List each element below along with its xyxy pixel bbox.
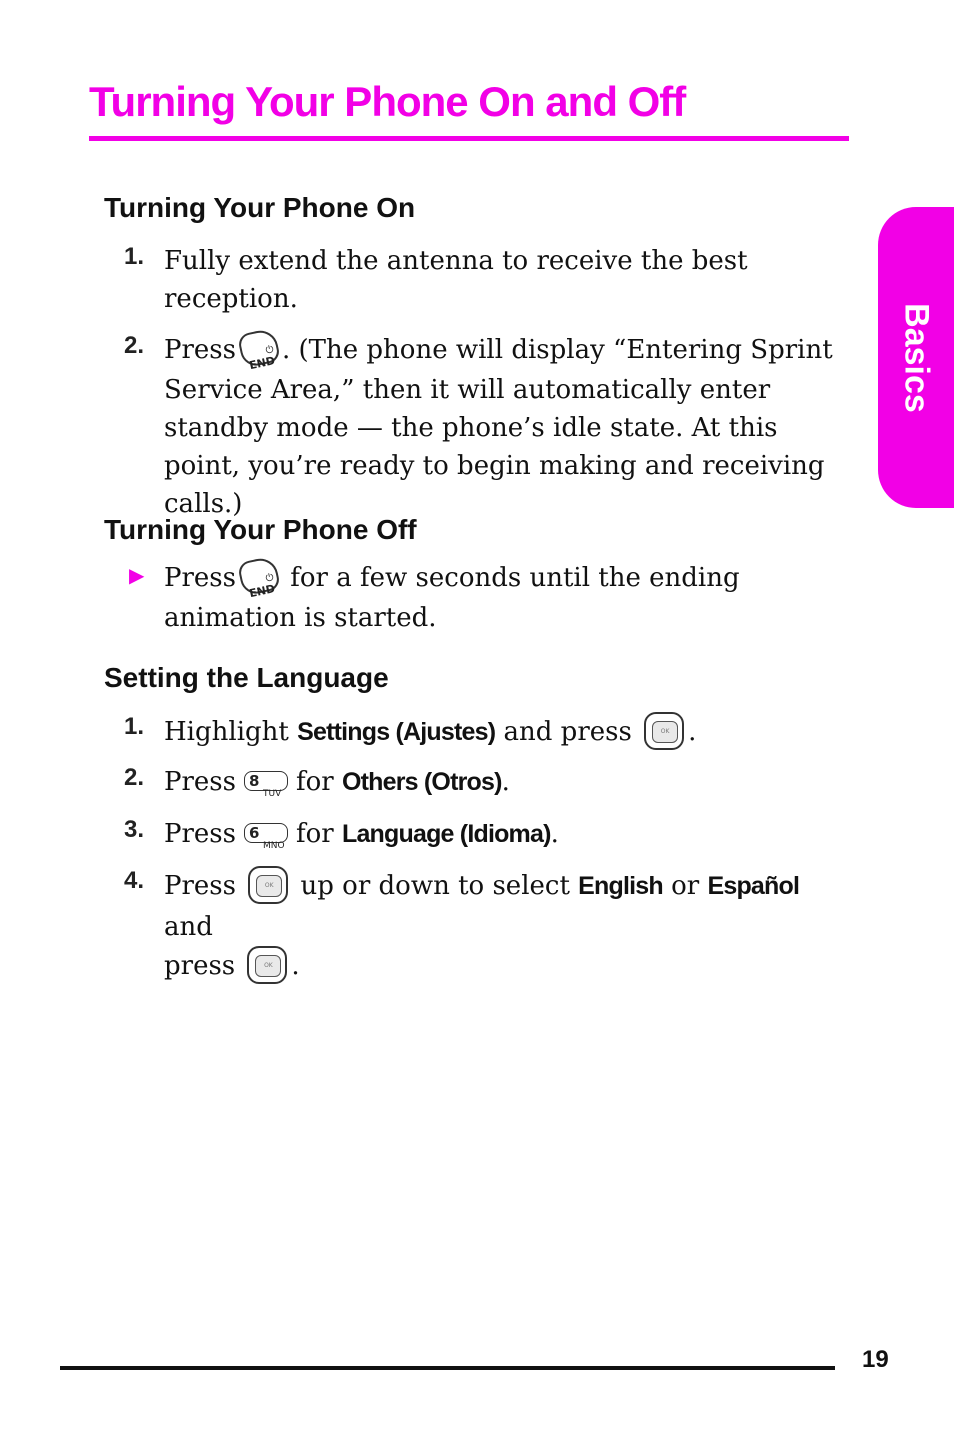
- step-lang-4: [124, 866, 850, 988]
- step-text-before: Press: [164, 563, 236, 593]
- step-text-after: for a few seconds until the ending animation is started.: [164, 563, 740, 633]
- section-heading-language: Setting the Language: [104, 662, 389, 693]
- end-key-label: END: [248, 582, 277, 601]
- step-number: 2.: [124, 332, 145, 359]
- page-number: 19: [862, 1346, 889, 1373]
- step-text-mid: up or down to select: [300, 871, 570, 901]
- key-digit: 6: [249, 824, 260, 842]
- step-text-mid: for: [296, 819, 334, 849]
- step-lang-1: [124, 712, 850, 754]
- bullet-arrow-icon: ▶: [129, 563, 145, 587]
- step-text-before: Press: [164, 335, 236, 365]
- step-text-and: and: [164, 912, 213, 942]
- menu-item-others: Others (Otros): [341, 768, 502, 796]
- step-number: 4.: [124, 867, 145, 894]
- step-text-after: and press: [503, 717, 632, 747]
- step-text-mid: for: [296, 767, 334, 797]
- step-text: Press 6 MNO for Language (Idioma).: [164, 815, 850, 853]
- nav-key-icon: [248, 866, 288, 904]
- step-text: [164, 559, 850, 637]
- step-text: Fully extend the antenna to receive the best reception.: [164, 246, 748, 314]
- ok-key-icon: [644, 712, 684, 750]
- step-text-before: Highlight: [164, 717, 289, 747]
- step-text: Press OK up or down to select English or Español and press OK .: [164, 866, 850, 988]
- step-on-2: [124, 331, 850, 523]
- power-icon: ⏻: [264, 572, 275, 585]
- section-heading-off: Turning Your Phone Off: [104, 514, 417, 545]
- section-heading-on: Turning Your Phone On: [104, 192, 416, 223]
- step-text-before: Press: [164, 871, 236, 901]
- option-english: English: [578, 872, 663, 900]
- footer-rule: [60, 1366, 835, 1370]
- step-number: 2.: [124, 764, 145, 791]
- step-number: 3.: [124, 816, 145, 843]
- side-tab: [878, 207, 954, 508]
- power-icon: ⏻: [264, 344, 275, 357]
- step-text: Press 8 TUV for Others (Otros).: [164, 763, 850, 801]
- key-8-icon: [244, 771, 288, 799]
- end-key-label: END: [248, 354, 277, 373]
- step-text: [164, 331, 850, 523]
- step-number: 1.: [124, 243, 145, 270]
- side-tab-label: Basics: [897, 302, 936, 413]
- step-text-press: press: [164, 951, 236, 981]
- step-off: [124, 559, 850, 637]
- step-text: Highlight Settings (Ajustes) and press OK .: [164, 712, 850, 754]
- step-number: 1.: [124, 713, 145, 740]
- key-digit: 8: [249, 772, 260, 790]
- page-title: Turning Your Phone On and Off: [89, 78, 686, 125]
- title-rule: [89, 136, 849, 141]
- step-text-before: Press: [164, 767, 236, 797]
- step-text-before: Press: [164, 819, 236, 849]
- ok-key-label: OK: [256, 875, 282, 897]
- key-letters: TUV: [263, 789, 282, 799]
- step-lang-2: [124, 763, 850, 801]
- key-letters: MNO: [263, 841, 285, 851]
- ok-key-label: OK: [652, 721, 678, 743]
- end-key-icon: [237, 327, 281, 373]
- key-6-icon: [244, 823, 288, 851]
- ok-key-icon: [247, 946, 287, 984]
- end-key-icon: [237, 555, 281, 601]
- step-text-after: . (The phone will display “Entering Sprint Service Area,” then it will automatically enter standby mode — the phone’s idle state. At this point, you’re ready to begin making and receiving calls.): [164, 335, 833, 519]
- menu-item-settings: Settings (Ajustes): [297, 718, 496, 746]
- step-on-1: [124, 242, 850, 318]
- menu-item-language: Language (Idioma): [341, 820, 551, 848]
- step-lang-3: [124, 815, 850, 853]
- step-text-or: or: [671, 871, 700, 901]
- ok-key-label: OK: [255, 955, 281, 977]
- option-espanol: Español: [707, 872, 800, 900]
